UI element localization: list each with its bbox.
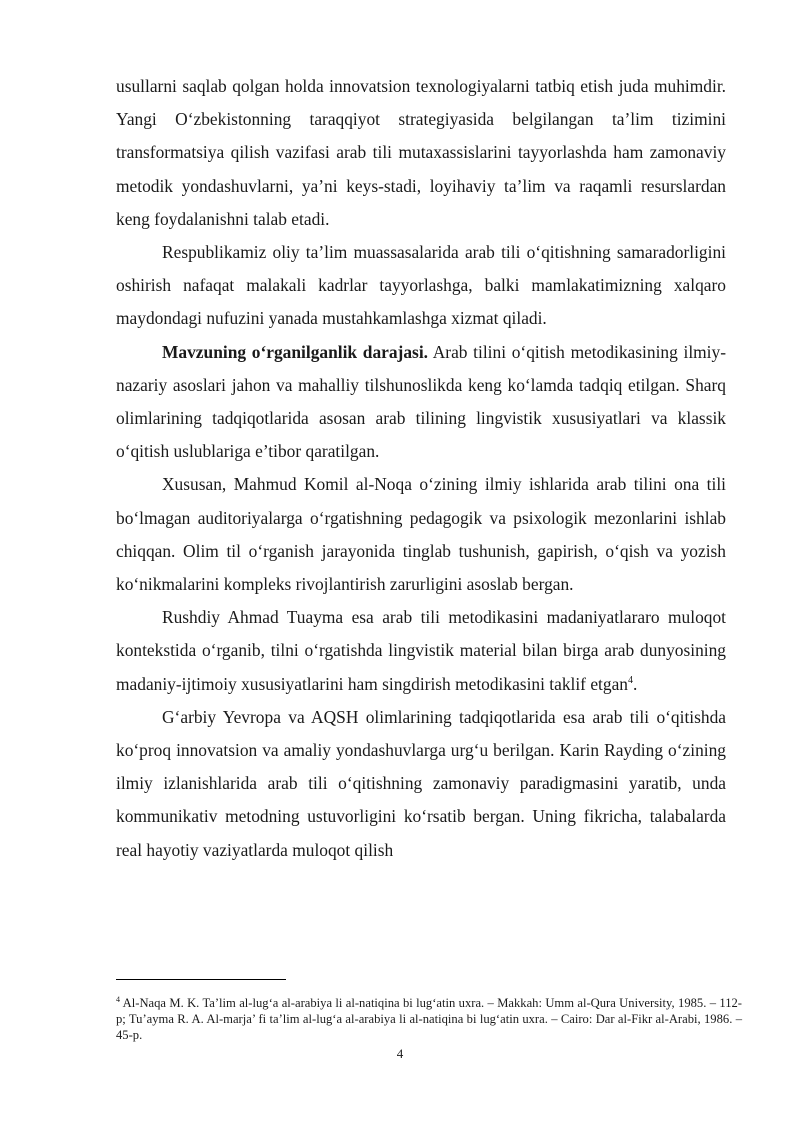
paragraph-tuayma-text: Rushdiy Ahmad Tuayma esa arab tili metodikasini madaniyatlararo muloqot kontekstida o‘rganib, tilni o‘rgatishda lingvistik material bilan birga arab dunyosining madaniy-ijtimoiy xususiyatlarini ham singdirish metodikasini taklif etgan <box>116 607 726 694</box>
page-number: 4 <box>396 1046 404 1061</box>
paragraph-research-level-text: Arab tilini o‘qitish metodikasining ilmiy-nazariy asoslari jahon va mahalliy tilshunoslikda keng ko‘lamda tadqiq etilgan. Sharq olimlarining tadqiqotlarida asosan arab tilining lingvistik xususiyatlari va klassik o‘qitish uslublariga e’tibor qaratilgan. <box>116 341 726 462</box>
paragraph-noqa: Xususan, Mahmud Komil al-Noqa o‘zining ilmiy ishlarida arab tilini ona tili bo‘lmagan auditoriyalarga o‘rgatishning pedagogik va psixologik mezonlarini ishlab chiqqan. Olim til o‘rganish jarayonida tinglab tushunish, gapirish, o‘qish va yozish ko‘nikmalarini kompleks rivojlantirish zarurligini asoslab bergan. <box>116 474 726 595</box>
paragraph-republic: Respublikamiz oliy ta’lim muassasalarida arab tili o‘qitishning samaradorligini oshirish nafaqat malakali kadrlar tayyorlashga, balki mamlakatimizning xalqaro maydondagi nufuzini yanada mustahkamlashga xizmat qiladi. <box>116 242 726 329</box>
footnote-text: Al-Naqa M. K. Ta’lim al-lug‘a al-arabiya li al-natiqina bi lug‘atin uxra. – Makkah: Umm al-Qura University, 1985. – 112-p; Tu’ayma R. A. Al-marja’ fi ta’lim al-lug‘a al-arabiya li al-natiqina bi lug‘atin uxra. – Cairo: Dar al-Fikr al-Arabi, 1986. – 45-p. <box>116 996 742 1043</box>
footnote-marker: 4 <box>116 994 120 1004</box>
body-text <box>116 70 726 867</box>
paragraph-research-level <box>116 336 726 469</box>
footnote-reference[interactable]: 4 <box>627 674 633 686</box>
footnote <box>116 995 742 1044</box>
paragraph-western: G‘arbiy Yevropa va AQSH olimlarining tadqiqotlarida esa arab tili o‘qitishda ko‘proq innovatsion va amaliy yondashuvlarga urg‘u berilgan. Karin Rayding o‘zining ilmiy izlanishlarida arab tili o‘qitishning zamonaviy paradigmasini yaratib, unda kommunikativ metodning ustuvorligini ko‘rsatib bergan. Uning fikricha, talabalarda real hayotiy vaziyatlarda muloqot qilish <box>116 706 726 860</box>
paragraph-tuayma <box>116 601 726 701</box>
paragraph-continuation: usullarni saqlab qolgan holda innovatsion texnologiyalarni tatbiq etish juda muhimdir. Yangi O‘zbekistonning taraqqiyot strategiyasida belgilangan ta’lim tizimini transformatsiya qilish vazifasi arab tili mutaxassislarini tayyorlashda ham zamonaviy metodik yondashuvlarni, ya’ni keys-stadi, loyihaviy ta’lim va raqamli resurslardan keng foydalanishni talab etadi. <box>116 76 726 229</box>
paragraph-tuayma-end: . <box>632 673 638 694</box>
section-heading: Mavzuning o‘rganilganlik darajasi. <box>162 341 428 362</box>
footnote-divider <box>116 979 286 980</box>
